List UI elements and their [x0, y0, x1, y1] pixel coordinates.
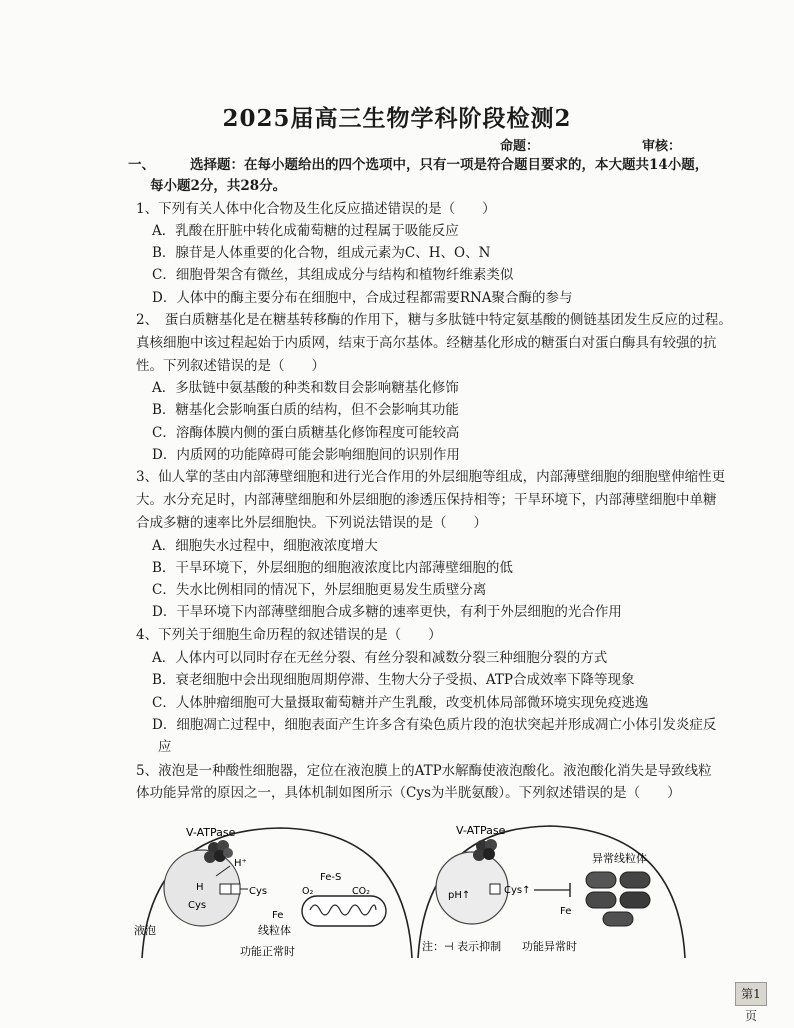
right-vatpase-label: V-ATPase — [456, 824, 506, 837]
right-caption: 功能异常时 — [522, 940, 577, 953]
q1-option-b: B．腺苷是人体重要的化合物，组成元素为C、H、O、N — [152, 245, 491, 261]
left-co2-label: CO₂ — [352, 886, 370, 897]
q3-stem-3: 合成多糖的速率比外层细胞快。下列说法错误的是（ ） — [136, 515, 487, 531]
left-caption: 功能正常时 — [240, 945, 295, 958]
q2-stem-3: 性。下列叙述错误的是（ ） — [136, 358, 325, 374]
left-mitochondrion-icon — [302, 896, 386, 926]
left-vatpase-label: V-ATPase — [186, 826, 236, 839]
left-vacuole-label: 液泡 — [134, 924, 156, 937]
q3-stem-2: 大。水分充足时，内部薄壁细胞和外层细胞的渗透压保持相等；干旱环境下，内部薄壁细胞中单糖 — [136, 492, 717, 508]
q3-option-c: C．失水比例相同的情况下，外层细胞更易发生质壁分离 — [152, 582, 487, 598]
q3-option-d: D．干旱环境下内部薄壁细胞合成多糖的速率更快，有利于外层细胞的光合作用 — [152, 604, 622, 620]
right-transporter — [490, 884, 500, 894]
page-number: 第1页 — [735, 982, 767, 1006]
right-ph-label: pH↑ — [448, 890, 471, 901]
q5-stem-1: 5、液泡是一种酸性细胞器，定位在液泡膜上的ATP水解酶使液泡酸化。液泡酸化消失是导致线粒 — [136, 763, 712, 779]
left-hplus-label: H⁺ — [234, 858, 247, 869]
q4-option-d: D．细胞凋亡过程中，细胞表面产生许多含有染色质片段的泡状突起并形成凋亡小体引发炎症反 — [152, 717, 717, 733]
q1-option-a: A．乳酸在肝脏中转化成葡萄糖的过程属于吸能反应 — [152, 223, 459, 239]
section-instructions-1: 选择题：在每小题给出的四个选项中，只有一项是符合题目要求的，本大题共14小题， — [190, 157, 709, 173]
right-note: 注：⊣ 表示抑制 — [422, 940, 502, 953]
right-abnormal-mito-label: 异常线粒体 — [592, 852, 647, 865]
q3-option-b: B．干旱环境下，外层细胞的细胞液浓度比内部薄壁细胞的低 — [152, 560, 513, 576]
q5-stem-2: 体功能异常的原因之一，具体机制如图所示（Cys为半胱氨酸）。下列叙述错误的是（ ） — [136, 785, 681, 801]
q4-option-c: C．人体肿瘤细胞可大量摄取葡萄糖并产生乳酸，改变机体局部微环境实现免疫逃逸 — [152, 695, 649, 711]
q4-stem: 4、下列关于细胞生命历程的叙述错误的是（ ） — [136, 627, 442, 643]
q2-stem-1: 2、 蛋白质糖基化是在糖基转移酶的作用下，糖与多肽链中特定氨基酸的侧链基团发生反应的过程。 — [136, 312, 732, 328]
q4-option-b: B．衰老细胞中会出现细胞周期停滞、生物大分子受损、ATP合成效率下降等现象 — [152, 672, 635, 688]
q2-option-b: B．糖基化会影响蛋白质的结构，但不会影响其功能 — [152, 402, 459, 418]
reviewer-label: 审核： — [642, 139, 682, 154]
q2-stem-2: 真核细胞中该过程起始于内质网，结束于高尔基体。经糖基化形成的糖蛋白对蛋白酶具有较强的抗 — [136, 335, 717, 351]
left-cys-in-label: Cys — [188, 900, 207, 911]
right-vatpase-icon — [473, 839, 497, 861]
author-label: 命题： — [500, 139, 540, 154]
vacuole-figure — [130, 810, 690, 960]
q2-option-a: A．多肽链中氨基酸的种类和数目会影响糖基化修饰 — [152, 380, 459, 396]
figure-svg — [130, 810, 690, 960]
page-title: 2025届高三生物学科阶段检测2 — [222, 105, 572, 132]
q4-option-d-cont: 应 — [158, 739, 172, 755]
left-transporter — [220, 884, 231, 894]
right-fe-label: Fe — [560, 906, 572, 917]
left-cys-out-label: Cys — [249, 886, 268, 897]
left-fe-label: Fe — [272, 910, 284, 921]
left-o2-label: O₂ — [302, 886, 314, 897]
section-instructions-2: 每小题2分，共28分。 — [150, 178, 287, 194]
q2-option-c: C．溶酶体膜内侧的蛋白质糖基化修饰程度可能较高 — [152, 425, 460, 441]
q1-option-c: C．细胞骨架含有微丝，其组成成分与结构和植物纤维素类似 — [152, 267, 514, 283]
q1-option-d: D．人体中的酶主要分布在细胞中，合成过程都需要RNA聚合酶的参与 — [152, 290, 573, 306]
q3-stem-1: 3、仙人掌的茎由内部薄壁细胞和进行光合作用的外层细胞等组成，内部薄壁细胞的细胞壁伸缩性更 — [136, 469, 726, 485]
right-cys-label: Cys↑ — [504, 885, 531, 896]
left-mito-label: 线粒体 — [258, 924, 291, 937]
q1-stem: 1、下列有关人体中化合物及生化反应描述错误的是（ ） — [136, 201, 496, 217]
section-number: 一、 — [128, 157, 155, 173]
right-abnormal-mitochondria-icon — [586, 872, 650, 926]
left-transporter-2 — [231, 884, 240, 894]
q4-option-a: A．人体内可以同时存在无丝分裂、有丝分裂和减数分裂三种细胞分裂的方式 — [152, 650, 608, 666]
q2-option-d: D．内质网的功能障碍可能会影响细胞间的识别作用 — [152, 447, 460, 463]
q3-option-a: A．细胞失水过程中，细胞液浓度增大 — [152, 538, 378, 554]
left-fes-label: Fe-S — [320, 872, 342, 883]
left-h-label: H — [196, 882, 204, 893]
